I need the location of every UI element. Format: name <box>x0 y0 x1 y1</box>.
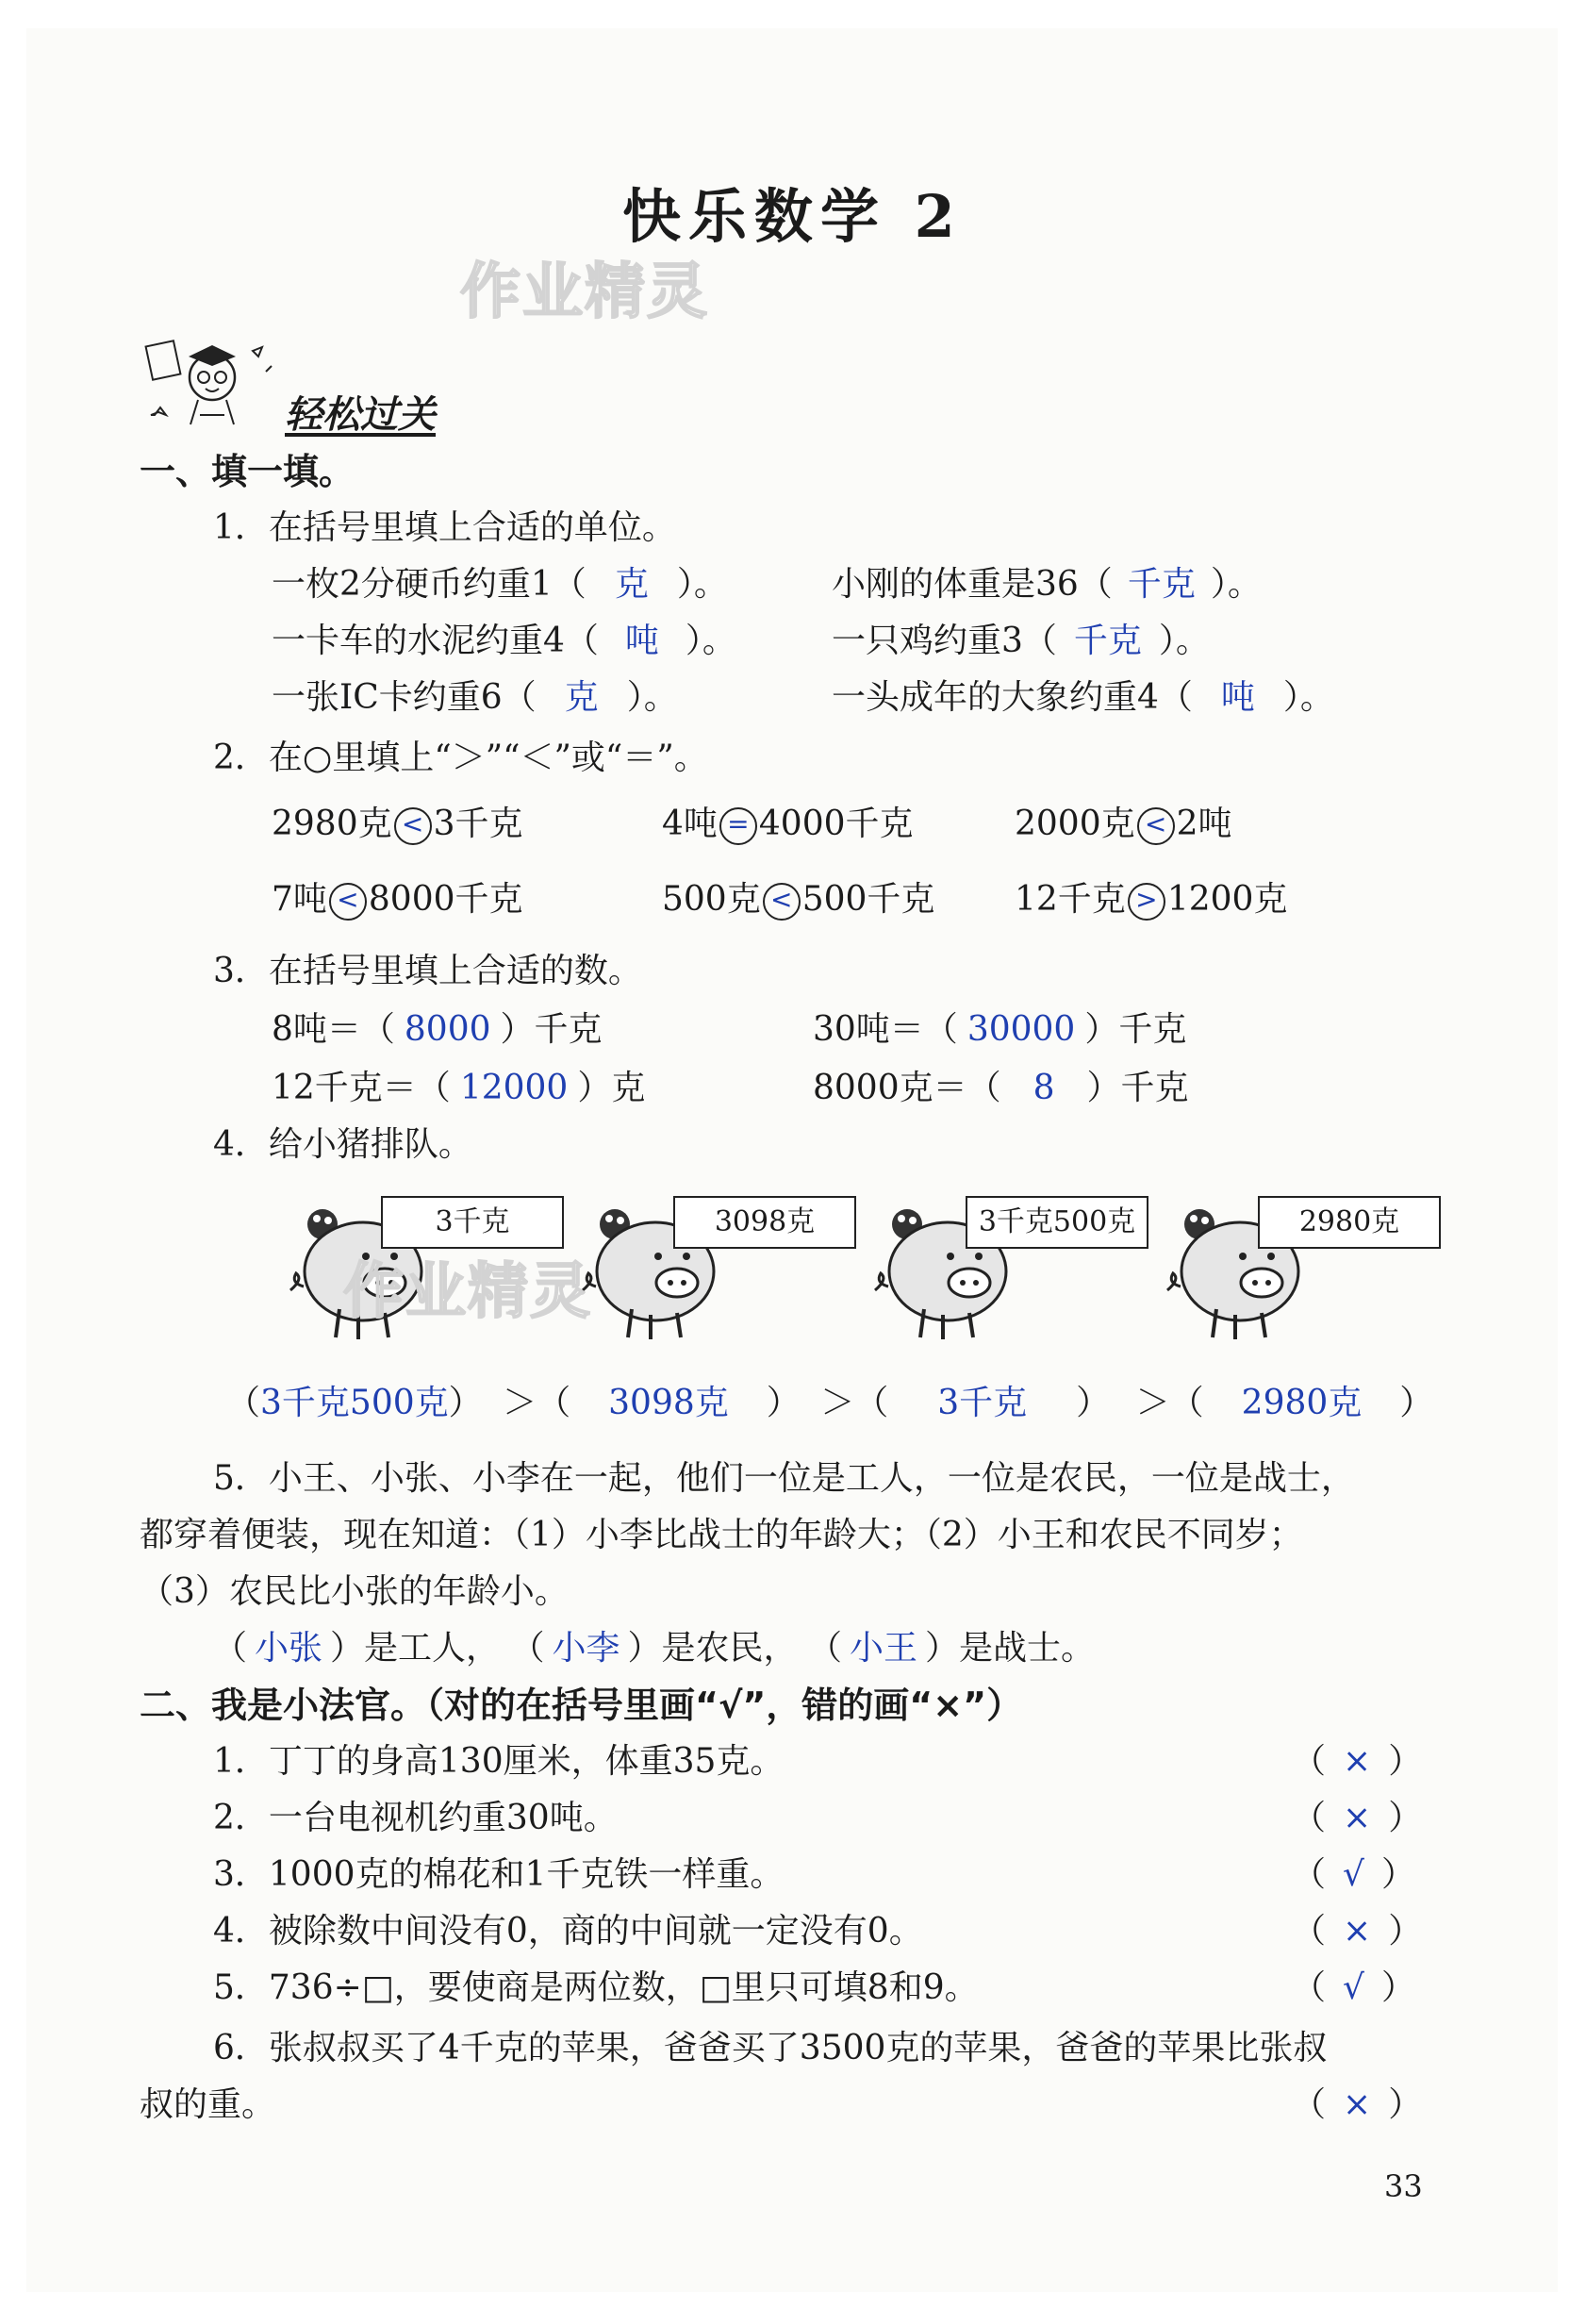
q3-prompt: 3．在括号里填上合适的数。 <box>213 952 642 990</box>
q5-line2: 都穿着便装，现在知道：（1）小李比战士的年龄大；（2）小王和农民不同岁； <box>140 1516 1303 1554</box>
compare-circle: < <box>763 883 801 921</box>
mascot-icon <box>141 330 283 434</box>
q1-item-5: 一张IC卡约重6（ 克 ）。 <box>272 678 678 717</box>
q4-prompt: 4．给小猪排队。 <box>213 1125 472 1164</box>
page-title: 快乐数学 2 <box>622 182 963 251</box>
q1-item-2: 小刚的体重是36（ 千克 ）。 <box>832 565 1262 604</box>
judge-item-answer: （ × ） <box>1292 1742 1423 1781</box>
q2-item-5: 500克 < 500千克 <box>662 880 935 919</box>
judge-item-text: 3．1000克的棉花和1千克铁一样重。 <box>213 1855 785 1894</box>
q3-item-3: 12千克＝（ 12000 ）克 <box>272 1069 646 1107</box>
judge-item-text: 4．被除数中间没有0，商的中间就一定没有0。 <box>213 1912 923 1950</box>
q2-item-6: 12千克 > 1200克 <box>1015 880 1288 919</box>
compare-circle: < <box>1137 807 1175 845</box>
q1-prompt: 1．在括号里填上合适的单位。 <box>213 508 676 547</box>
q2-prompt: 2．在○里填上“＞”“＜”或“＝”。 <box>213 739 708 777</box>
pig-weight-label: 3千克 <box>381 1196 564 1249</box>
judge-item-text: 5．736÷□，要使商是两位数，□里只可填8和9。 <box>213 1968 979 2007</box>
q2-item-3: 2000克 < 2吨 <box>1015 805 1232 843</box>
compare-circle: > <box>1128 883 1165 921</box>
q6-line2: 叔的重。 <box>140 2085 276 2124</box>
q5-line3: （3）农民比小张的年龄小。 <box>140 1572 569 1611</box>
pig-weight-label: 3098克 <box>673 1196 856 1249</box>
pig-weight-label: 3千克500克 <box>966 1196 1148 1249</box>
judge-item-text: 2．一台电视机约重30吨。 <box>213 1799 618 1837</box>
compare-circle: < <box>329 883 367 921</box>
q2-item-2: 4吨 = 4000千克 <box>662 805 914 843</box>
q5-answer-line: （ 小张 ）是工人， （ 小李 ）是农民， （ 小王 ）是战士。 <box>213 1629 1096 1668</box>
q5-line1: 5．小王、小张、小李在一起，他们一位是工人，一位是农民，一位是战士， <box>213 1459 1355 1498</box>
q3-item-1: 8吨＝（ 8000 ）千克 <box>272 1010 603 1049</box>
pig-weight-label: 2980克 <box>1258 1196 1441 1249</box>
q1-item-6: 一头成年的大象约重4（ 吨 ）。 <box>832 678 1334 717</box>
q4-order-line: （3千克500克） ＞（ 3098克 ） ＞（ 3千克 ） ＞（ 2980克 ） <box>226 1384 1434 1422</box>
page-number: 33 <box>1384 2168 1423 2204</box>
judge-item-answer: （ √ ） <box>1292 1855 1415 1894</box>
section-label: 轻松过关 <box>285 393 436 437</box>
judge-item-text: 1．丁丁的身高130厘米，体重35克。 <box>213 1742 785 1781</box>
part2-heading: 二、我是小法官。（对的在括号里画“√”，错的画“×”） <box>140 1685 1023 1726</box>
compare-circle: < <box>394 807 432 845</box>
judge-item-answer: （ √ ） <box>1292 1968 1415 2007</box>
part1-heading: 一、填一填。 <box>140 451 355 492</box>
q6-answer: （ × ） <box>1292 2085 1423 2124</box>
q1-item-4: 一只鸡约重3（ 千克 ）。 <box>832 622 1210 660</box>
q6-line1: 6．张叔叔买了4千克的苹果，爸爸买了3500克的苹果，爸爸的苹果比张叔 <box>213 2029 1328 2067</box>
judge-item-answer: （ × ） <box>1292 1912 1423 1950</box>
q3-item-4: 8000克＝（ 8 ）千克 <box>813 1069 1189 1107</box>
q2-item-4: 7吨 < 8000千克 <box>272 880 523 919</box>
q1-item-3: 一卡车的水泥约重4（ 吨 ）。 <box>272 622 736 660</box>
watermark: 作业精灵 <box>343 1257 592 1327</box>
compare-circle: = <box>719 807 757 845</box>
judge-item-answer: （ × ） <box>1292 1799 1423 1837</box>
q3-item-2: 30吨＝（ 30000 ）千克 <box>813 1010 1187 1049</box>
watermark: 作业精灵 <box>460 257 709 327</box>
q1-item-1: 一枚2分硬币约重1（ 克 ）。 <box>272 565 728 604</box>
q2-item-1: 2980克 < 3千克 <box>272 805 523 843</box>
